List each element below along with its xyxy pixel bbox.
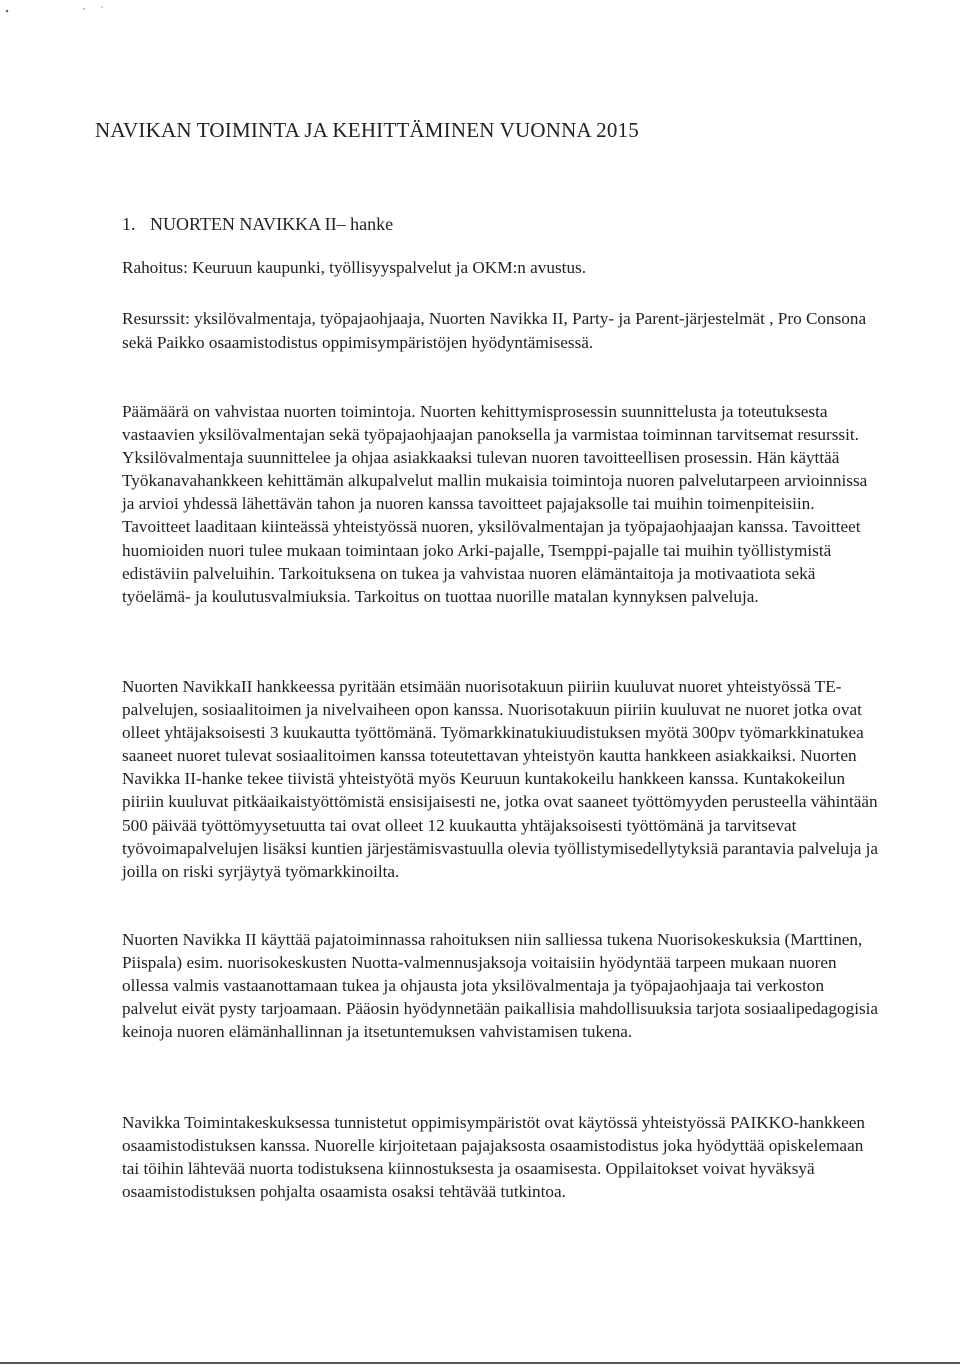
body-paragraph-youth-centers: Nuorten Navikka II käyttää pajatoiminnassa rahoituksen niin salliessa tukena Nuorisokeskuksia (Marttinen, Piispala) esim. nuorisokeskusten Nuotta-valmennusjaksoja voitaisiin hyödyntää tarpeen mukaan nuoren ollessa valmis vastaanottamaan tukea ja ohjausta jota yksilövalmentaja ja työpajaohjaaja tai verkoston palvelut eivät pysty tarjoamaan. Pääosin hyödynnetään paikallisia mahdollisuuksia tarjota sosiaalipedagogisia keinoja nuoren elämänhallinnan ja itsetuntemuksen vahvistamisen tukena. <box>122 930 879 1042</box>
body-paragraph-learning-environments: Navikka Toimintakeskuksessa tunnistetut oppimisympäristöt ovat käytössä yhteistyössä PAIKKO-hankkeen osaamistodistuksen kanssa. Nuorelle kirjoitetaan pajajaksosta osaamistodistus joka hyödyttää opiskelemaan tai töihin lähtevää nuorta todistuksena kiinnostuksesta ja osaamisesta. Oppilaitokset voivat hyväksyä osaamistodistuksen pohjalta osaamista osaksi tehtävää tutkintoa. <box>122 1113 866 1202</box>
body-paragraph-goal: Päämäärä on vahvistaa nuorten toimintoja. Nuorten kehittymisprosessin suunnittelusta ja toteutuksesta vastaavien yksilövalmentajan sekä työpajaohjaajan panoksella ja varmistaa toiminnan tarvitsemat resurssit. Yksilövalmentaja suunnittelee ja ohjaa asiakkaaksi tulevan nuoren tavoitteellisen prosessin. Hän käyttää Työkanavahankkeen kehittämän alkupalvelut mallin mukaisia toimintoja nuoren palvelutarpeen arvioinnissa ja arvioi yhdessä lähettävän tahon ja nuoren kanssa tavoitteet pajajaksolle tai muihin toimenpiteisiin. Tavoitteet laaditaan kiinteässä yhteistyössä nuoren, yksilövalmentajan ja työpajaohjaajan kanssa. Tavoitteet huomioiden nuori tulee mukaan toimintaan joko Arki-pajalle, Tsemppi-pajalle tai muihin työllistymistä edistäviin palveluihin. Tarkoituksena on tukea ja vahvistaa nuoren elämäntaitoja ja motivaatiota sekä työelämä- ja koulutusvalmiuksia. Tarkoitus on tuottaa nuorille matalan kynnyksen palveluja. <box>122 402 868 606</box>
section-heading <box>122 214 393 235</box>
scan-bottom-edge <box>0 1362 960 1364</box>
funding-line: Rahoitus: Keuruun kaupunki, työllisyyspalvelut ja OKM:n avustus. <box>122 258 587 277</box>
resources-paragraph: Resurssit: yksilövalmentaja, työpajaohjaaja, Nuorten Navikka II, Party- ja Parent-järjestelmät , Pro Consona sekä Paikko osaamistodistus oppimisympäristöjen hyödyntämisessä. <box>122 309 867 352</box>
scan-specks <box>0 0 120 20</box>
section-heading-text: NUORTEN NAVIKKA II– hanke <box>150 214 394 234</box>
section-number: 1. <box>122 214 136 234</box>
body-paragraph-youth-guarantee: Nuorten NavikkaII hankkeessa pyritään etsimään nuorisotakuun piiriin kuuluvat nuoret yhteistyössä TE-palvelujen, sosiaalitoimen ja nivelvaiheen opon kanssa. Nuorisotakuun piiriin kuuluvat ne nuoret jotka ovat olleet yhtäjaksoisesti 3 kuukautta työttömänä. Työmarkkinatukiuudistuksen myötä 300pv työmarkkinatukea saaneet nuoret tulevat sosiaalitoimen kanssa toteutettavan yhteistyön kautta hankkeen asiakkaiksi. Nuorten Navikka II-hanke tekee tiivistä yhteistyötä myös Keuruun kuntakokeilu hankkeen kanssa. Kuntakokeilun piiriin kuuluvat pitkäaikaistyöttömistä ensisijaisesti ne, jotka ovat saaneet työttömyyden perusteella vähintään 500 päivää työttömyysetuutta tai ovat olleet 12 kuukautta yhtäjaksoisesti työttömänä ja tarvitsevat työvoimapalvelujen lisäksi kuntien järjestämisvastuulla olevia työllistymisedellytyksiä parantavia palveluja ja joilla on riski syrjäytyä työmarkkinoilta. <box>122 677 879 881</box>
document-title: NAVIKAN TOIMINTA JA KEHITTÄMINEN VUONNA 2015 <box>95 118 639 142</box>
